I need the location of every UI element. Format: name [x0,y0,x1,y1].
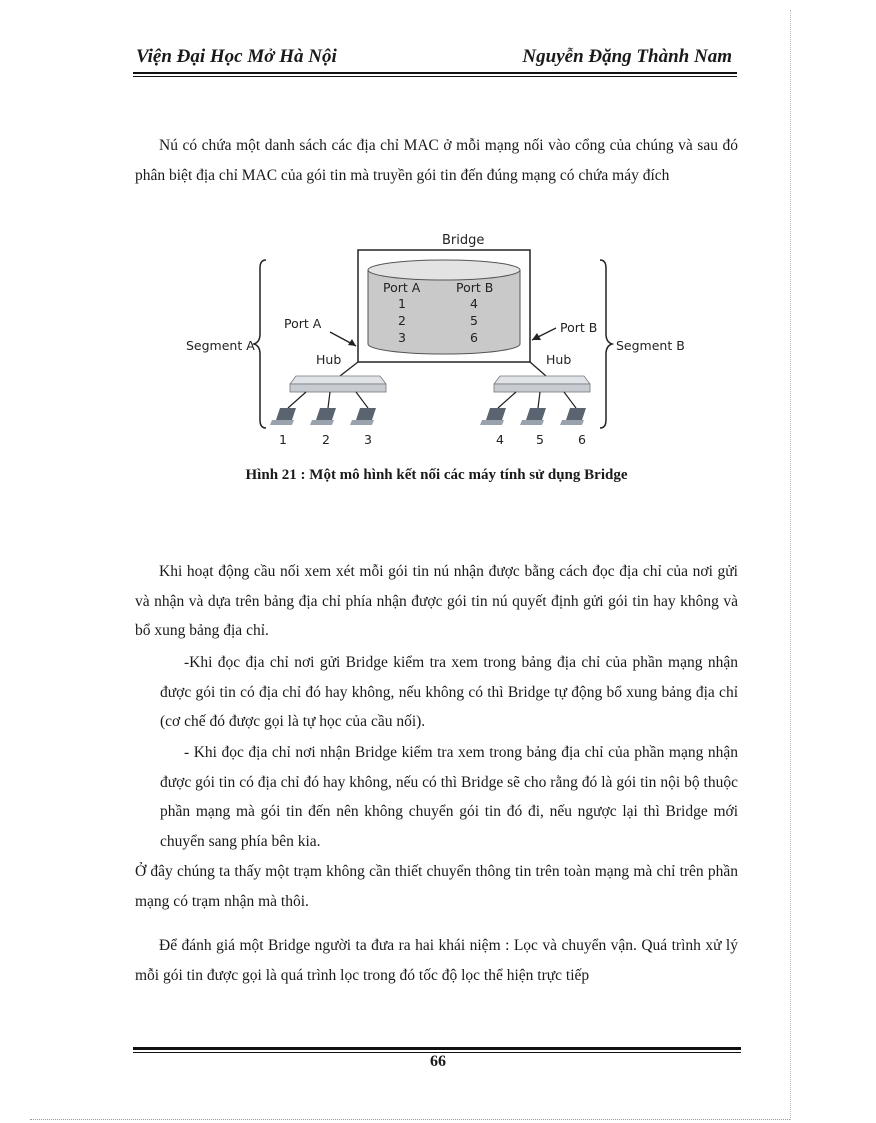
link-bridge-hub-left [340,362,358,376]
table-cell: 1 [398,296,406,311]
bridge-label: Bridge [442,233,485,248]
hub-right-top [494,376,590,384]
table-header-port-a: Port A [383,280,421,295]
paragraph-mac-list: Nú có chứa một danh sách các địa chỉ MAC ở mỗi mạng nối vào cổng của chúng và sau đó phân biệt địa chỉ MAC của gói tin mà truyền gói tin đến đúng mạng có chứa máy đích [135,137,738,184]
computer-icon [270,408,296,425]
paragraph-receiver-address: - Khi đọc địa chỉ nơi nhận Bridge kiểm tra xem trong bảng địa chỉ của phần mạng nhận được gói tin có địa chỉ đó hay không, nếu có thì Bridge sẽ cho rằng đó là gói tin nội bộ thuộc phần mạng mà gói tin đến nên không chuyển gói tin đó đi, nếu ngược lại thì Bridge mới chuyển sang phía bên kia. [160,744,738,850]
header-institution: Viện Đại Học Mở Hà Nội [136,46,337,67]
segment-b-brace [600,260,612,428]
footer-rule [133,1047,741,1050]
link-hub-pc4 [498,392,516,408]
segment-a-brace [254,260,266,428]
port-b-label: Port B [560,320,598,335]
table-cell: 6 [470,330,478,345]
segment-b-label: Segment B [616,338,685,353]
table-cell: 4 [470,296,478,311]
computer-number: 1 [279,432,287,447]
port-a-label: Port A [284,316,322,331]
table-cell: 5 [470,313,478,328]
link-hub-pc5 [538,392,540,408]
segment-a-label: Segment A [186,338,255,353]
paragraph-bridge-operation: Khi hoạt động cầu nối xem xét mỗi gói tin nú nhận được bằng cách đọc địa chỉ của nơi gửi và nhận và dựa trên bảng địa chỉ phía nhận được gói tin nú quyết định gửi gói tin hay không và bổ xung bảng địa chỉ. [135,563,738,639]
computer-icon [480,408,506,425]
computer-icon [310,408,336,425]
header-rule-thin [133,76,737,77]
bridge-diagram [180,228,685,450]
computer-icon [350,408,376,425]
link-hub-pc2 [328,392,330,408]
hub-left-label: Hub [316,352,342,367]
table-header-port-b: Port B [456,280,494,295]
paragraph-station: Ở đây chúng ta thấy một trạm không cần thiết chuyển thông tin trên toàn mạng mà chỉ trên phần mạng có trạm nhận mà thôi. [135,863,738,910]
hub-right-label: Hub [546,352,572,367]
header-rule [133,72,737,74]
cylinder-top [368,260,520,280]
header-author: Nguyễn Đặng Thành Nam [522,46,732,67]
computer-number: 5 [536,432,544,447]
page-number: 66 [430,1053,446,1070]
link-hub-pc1 [288,392,306,408]
computer-number: 2 [322,432,330,447]
computer-number: 3 [364,432,372,447]
hub-left-top [290,376,386,384]
hub-left [290,384,386,392]
computer-number: 4 [496,432,504,447]
table-cell: 2 [398,313,406,328]
link-bridge-hub-right [530,362,546,376]
link-hub-pc3 [356,392,368,408]
right-dotted-border [790,10,791,1120]
bottom-dotted-border [30,1119,790,1120]
table-cell: 3 [398,330,406,345]
computer-icon [560,408,586,425]
paragraph-sender-address: -Khi đọc địa chỉ nơi gửi Bridge kiểm tra xem trong bảng địa chỉ của phần mạng nhận được gói tin có địa chỉ đó hay không, nếu không có thì Bridge tự động bổ xung bảng địa chỉ (cơ chế đó được gọi là tự học của cầu nối). [160,654,738,730]
computer-icon [520,408,546,425]
hub-right [494,384,590,392]
paragraph-filter-forward: Để đánh giá một Bridge người ta đưa ra hai khái niệm : Lọc và chuyển vận. Quá trình xử lý mỗi gói tin được gọi là quá trình lọc trong đó tốc độ lọc thể hiện trực tiếp [135,937,738,984]
computer-number: 6 [578,432,586,447]
link-hub-pc6 [564,392,576,408]
figure-caption: Hình 21 : Một mô hình kết nối các máy tính sử dụng Bridge [245,467,628,483]
